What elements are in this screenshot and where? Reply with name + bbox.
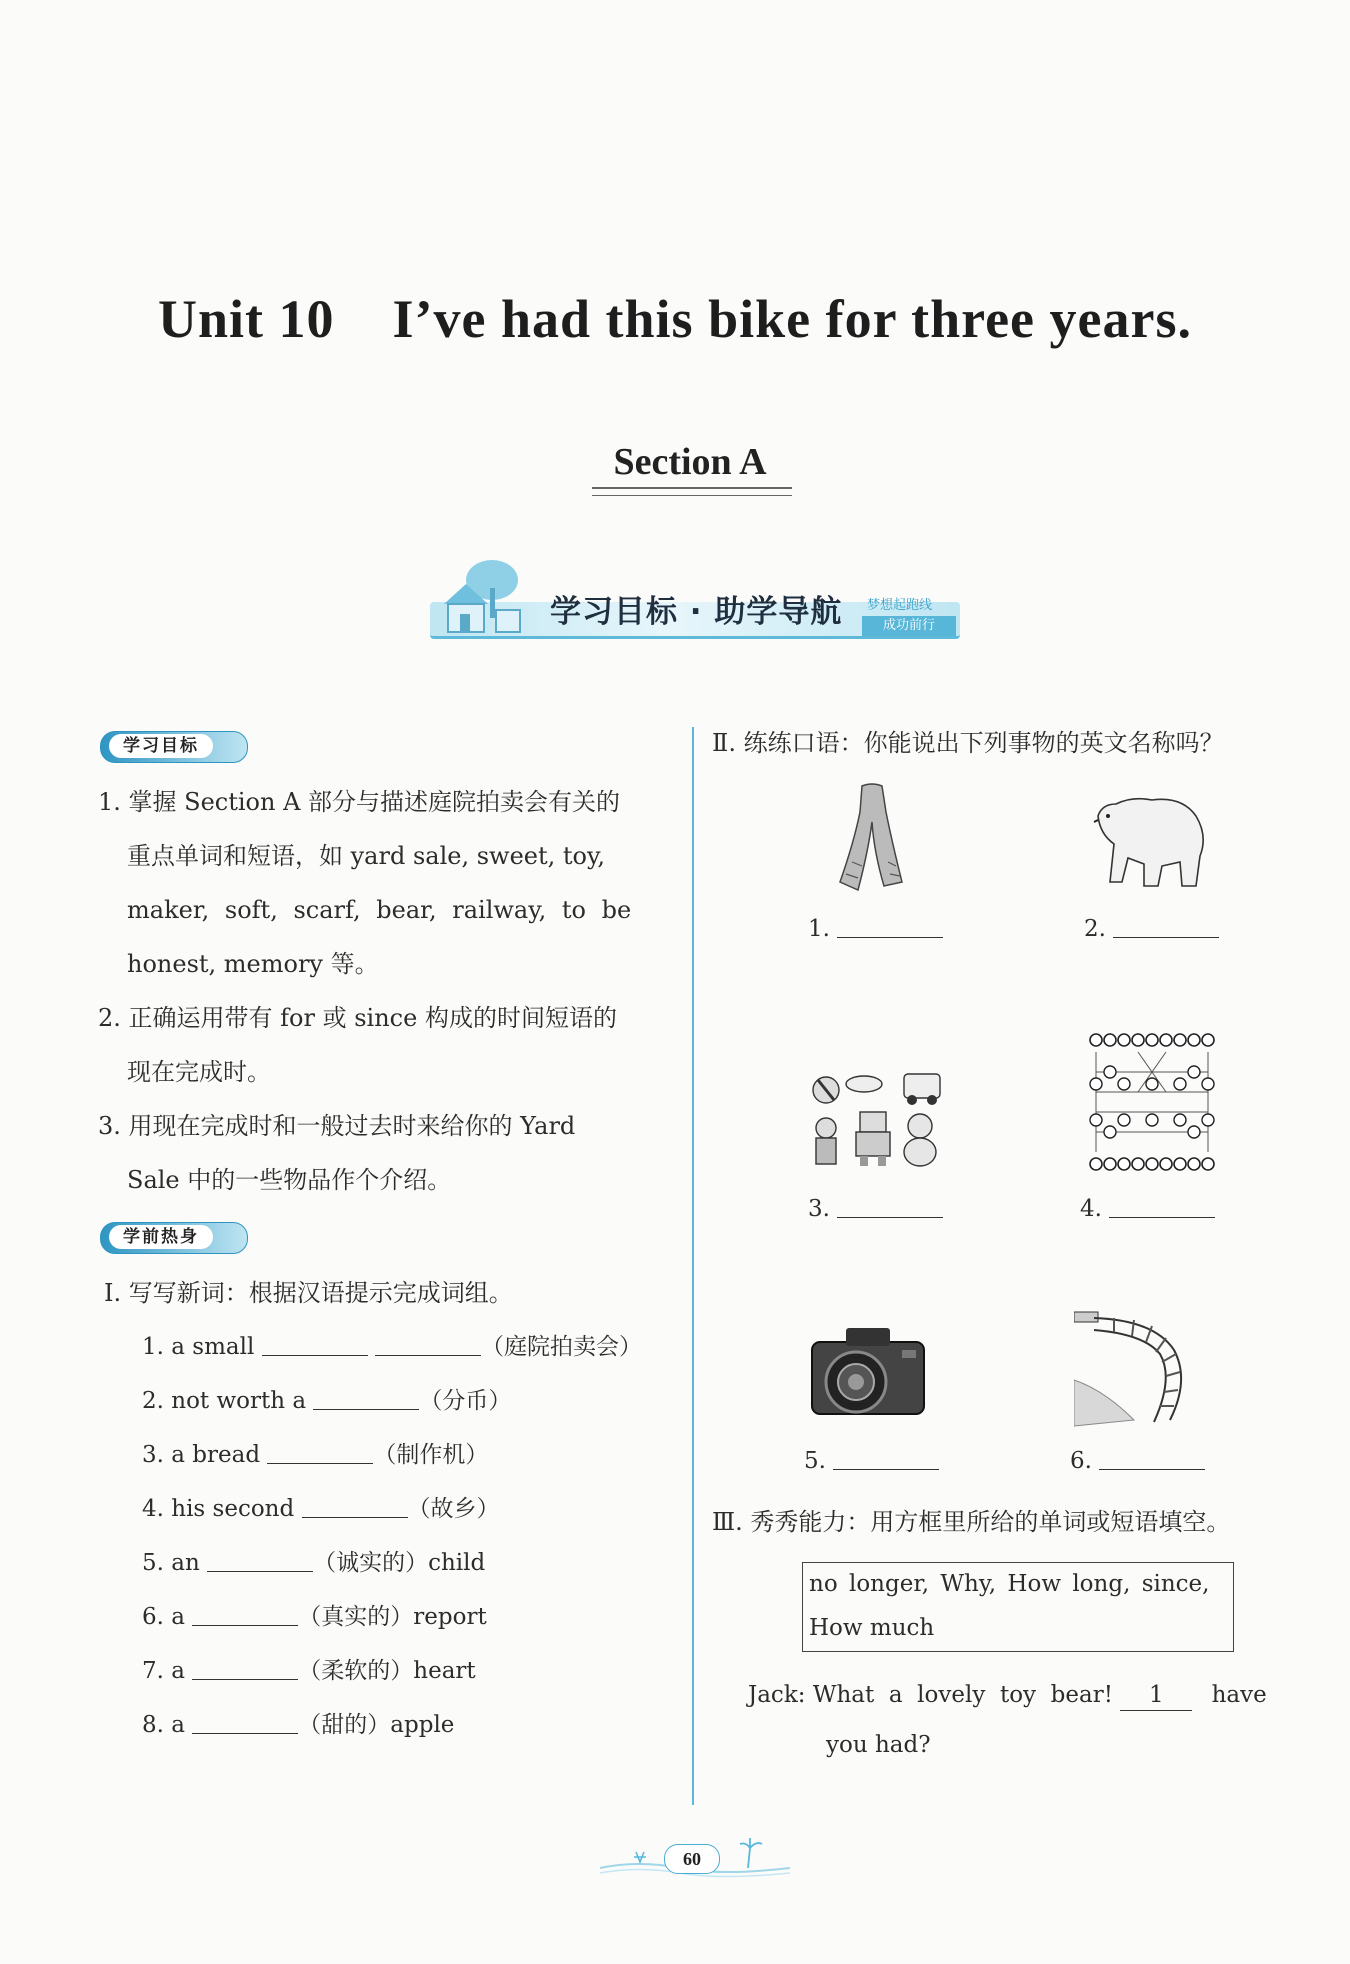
camera-icon [806, 1320, 932, 1420]
goal-line: honest, memory 等。 [127, 950, 379, 978]
goal-line: Sale 中的一些物品作个介绍。 [127, 1166, 452, 1194]
vocab-item: 5. an （诚实的）child [142, 1550, 486, 1576]
chess-board-icon [1088, 1032, 1218, 1172]
answer-blank[interactable] [375, 1333, 481, 1356]
polar-bear-icon [1092, 786, 1210, 890]
answer-blank[interactable] [1099, 1447, 1205, 1470]
pic-label-1: 1. [808, 914, 943, 944]
vocab-item: 7. a （柔软的）heart [142, 1658, 476, 1684]
house-tree-icon [436, 558, 526, 638]
answer-blank[interactable] [313, 1387, 419, 1410]
answer-blank[interactable] [837, 1195, 943, 1218]
part1-heading: Ⅰ. 写写新词：根据汉语提示完成词组。 [104, 1279, 513, 1307]
dialog-line-2: you had? [826, 1732, 931, 1758]
unit-title: Unit 10 I’ve had this bike for three years. [158, 289, 1192, 349]
answer-blank[interactable] [192, 1711, 298, 1734]
pic-label-6: 6. [1070, 1446, 1205, 1476]
toys-icon [808, 1066, 944, 1170]
banner-slogan-bottom: 成功前行 [862, 616, 956, 636]
part2-heading: Ⅱ. 练练口语：你能说出下列事物的英文名称吗？ [712, 729, 1224, 757]
tag-label: 学习目标 [109, 734, 213, 758]
dialog-line-1: Jack: What a lovely toy bear! 1 have [748, 1680, 1267, 1711]
goal-line: 重点单词和短语，如 yard sale, sweet, toy, [127, 842, 605, 870]
tag-label: 学前热身 [109, 1225, 213, 1249]
banner [430, 558, 960, 642]
tag-warmup [100, 1222, 248, 1254]
answer-blank[interactable] [1113, 915, 1219, 938]
scarf-icon [832, 782, 912, 894]
goal-line: 2. 正确运用带有 for 或 since 构成的时间短语的 [98, 1004, 617, 1032]
pic-label-5: 5. [804, 1446, 939, 1476]
banner-slogan-top: 梦想起跑线 [867, 598, 933, 613]
section-title: Section A [613, 441, 767, 483]
goal-line: 3. 用现在完成时和一般过去时来给你的 Yard [98, 1112, 576, 1140]
vocab-item: 8. a （甜的）apple [142, 1712, 455, 1738]
pic-label-2: 2. [1084, 914, 1219, 944]
vocab-item: 6. a （真实的）report [142, 1604, 487, 1630]
dialog-speaker: Jack: [748, 1682, 806, 1708]
word-box-line-2: How much [809, 1615, 935, 1641]
vocab-item: 4. his second （故乡） [142, 1496, 500, 1522]
answer-blank[interactable] [262, 1333, 368, 1356]
answer-blank[interactable] [837, 915, 943, 938]
page-number: 60 [664, 1844, 720, 1874]
pic-label-4: 4. [1080, 1194, 1215, 1224]
answer-blank[interactable] [833, 1447, 939, 1470]
banner-title: 学习目标 · 助学导航 [550, 594, 843, 630]
railway-icon [1074, 1310, 1202, 1428]
word-box-line-1: no longer, Why, How long, since, [809, 1571, 1210, 1597]
section-underline [592, 487, 792, 496]
vocab-item: 1. a small （庭院拍卖会） [142, 1334, 642, 1360]
goal-line: 1. 掌握 Section A 部分与描述庭院拍卖会有关的 [98, 788, 621, 816]
page-footer [600, 1838, 790, 1878]
answer-blank[interactable] [1109, 1195, 1215, 1218]
tag-learning-goals [100, 731, 248, 763]
pic-label-3: 3. [808, 1194, 943, 1224]
column-divider [692, 727, 694, 1805]
vocab-item: 3. a bread （制作机） [142, 1442, 489, 1468]
vocab-item: 2. not worth a （分币） [142, 1388, 512, 1414]
answer-blank[interactable] [207, 1549, 313, 1572]
part3-heading: Ⅲ. 秀秀能力：用方框里所给的单词或短语填空。 [712, 1508, 1231, 1536]
answer-blank[interactable] [267, 1441, 373, 1464]
answer-blank[interactable] [192, 1603, 298, 1626]
goal-line: maker, soft, scarf, bear, railway, to be [127, 896, 632, 924]
answer-blank-1[interactable]: 1 [1120, 1680, 1192, 1711]
goal-line: 现在完成时。 [127, 1058, 271, 1086]
word-box [802, 1562, 1234, 1652]
answer-blank[interactable] [302, 1495, 408, 1518]
answer-blank[interactable] [192, 1657, 298, 1680]
